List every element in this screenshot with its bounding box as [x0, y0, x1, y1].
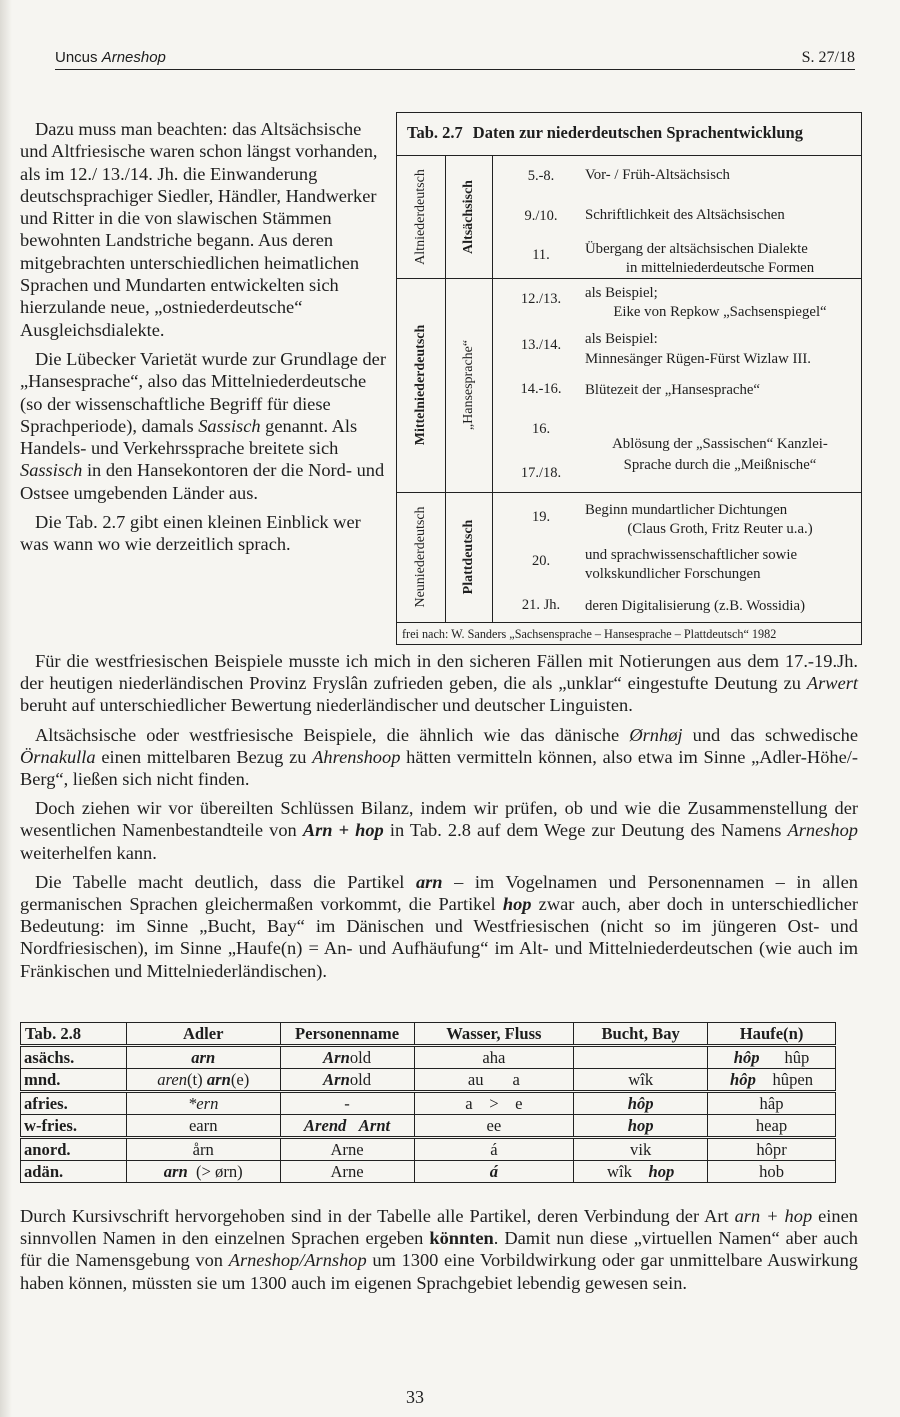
- event-text: Übergang der altsächsischen Dialekte: [585, 241, 808, 257]
- paragraph: Die Tab. 2.7 gibt einen kleinen Einblick wer was wann wo wie derzeitlich sprach.: [20, 512, 361, 555]
- year-cell: 16.: [531, 421, 551, 437]
- paragraph: Dazu muss man beachten: das Altsächsische und Altfriesische waren schon längst vorhanden, als im 12./ 13./14. Jh. die Einwanderung deutschsprachiger Siedler, Händler, Handwerker und Ritter in die von slawischen Stämmen bewohnten Landstriche begann. Aus deren mitgebrachten unterschiedlichen heimatlichen Sprachen und Mundarten entwickelten sich hierzulande neue, „ostniederdeutsche“ Ausgleichsdialekte.: [20, 119, 378, 340]
- year-cell: 12./13.: [520, 291, 562, 307]
- event-text: Sprache durch die „Meißnische“: [623, 457, 817, 473]
- rule: [397, 155, 861, 156]
- page-edge: [0, 0, 12, 1417]
- page-number: 33: [406, 1387, 424, 1407]
- main-text: [20, 650, 858, 982]
- rule: [445, 155, 446, 622]
- bottom-text: [20, 1205, 858, 1294]
- event-text: Schriftlichkeit des Altsächsischen: [585, 207, 785, 223]
- rule: [492, 155, 493, 622]
- paragraph: Die Lübecker Varietät wurde zur Grundlage der „Hansesprache“, also das Mittelniederdeutsche (so der wissenschaftliche Begriff für diese Sprachperiode), damals Sassisch genannt. Als Handels- und Verkehrssprache breitete sich Sassisch in den Hansekontoren der die Nord- und Ostsee umgebenden Länder aus.: [20, 348, 386, 503]
- table-row: afries. *ern - a > e hôp hâp: [21, 1092, 836, 1115]
- rule: [397, 492, 861, 493]
- event-text: als Beispiel;: [585, 285, 658, 301]
- event-text: volkskundlicher Forschungen: [585, 566, 761, 582]
- event-text: Minnesänger Rügen-Fürst Wizlaw III.: [585, 351, 811, 367]
- year-cell: 5.-8.: [527, 168, 555, 184]
- rule: [397, 278, 861, 279]
- year-cell: 21. Jh.: [521, 597, 561, 613]
- table-title: Tab. 2.7 Daten zur niederdeutschen Sprachentwicklung: [407, 123, 803, 142]
- header-page-ref: S. 27/18: [801, 49, 855, 66]
- table-row: adän. arn (> ørn) Arne á wîk hop hob: [21, 1161, 836, 1183]
- event-text: Vor- / Früh-Altsächsisch: [585, 167, 730, 183]
- year-cell: 11.: [532, 247, 550, 263]
- year-cell: 13./14.: [520, 337, 562, 353]
- table-row: w-fries. earn Arend Arnt ee hop heap: [21, 1115, 836, 1138]
- rule: [397, 622, 861, 623]
- table-label: Tab. 2.8: [21, 1023, 127, 1046]
- header-title: Uncus Arneshop: [55, 49, 166, 66]
- year-cell: 14.-16.: [520, 381, 562, 397]
- table-2-8: [20, 1022, 836, 1183]
- event-text: Eike von Repkow „Sachsenspiegel“: [613, 304, 827, 320]
- year-cell: 20.: [531, 553, 551, 569]
- column-header: Haufe(n): [708, 1023, 836, 1046]
- event-text: deren Digitalisierung (z.B. Wossidia): [585, 598, 806, 614]
- table-row: asächs. arn Arnold aha hôp hûp: [21, 1046, 836, 1069]
- event-text: (Claus Groth, Fritz Reuter u.a.): [627, 521, 813, 537]
- table-header-row: [21, 1023, 836, 1046]
- year-cell: 17./18.: [520, 465, 562, 481]
- event-text: als Beispiel:: [585, 331, 658, 347]
- table-row: mnd. aren(t) arn(e) Arnold au a wîk hôp hûpen: [21, 1069, 836, 1092]
- event-text: und sprachwissenschaftlicher sowie: [585, 547, 798, 563]
- column-header: Bucht, Bay: [574, 1023, 708, 1046]
- paragraph: Durch Kursivschrift hervorgehoben sind in der Tabelle alle Partikel, deren Verbindung der Art arn + hop einen sinnvollen Namen in den einzelnen Sprachen ergeben könnten. Damit nun diese „virtuellen Namen“ aber auch für die Namensgebung von Arneshop/Arnshop um 1300 eine Vorbildwirkung oder gar unmittelbare Auswirkung haben können, müssten sie um 1300 auch im eigenen Sprachgebiet lebendig gewesen sein.: [20, 1206, 858, 1293]
- paragraph: Die Tabelle macht deutlich, dass die Partikel arn – im Vogelnamen und Personennamen – in allen germanischen Sprachen gleichermaßen vorkommt, die Partikel hop zwar auch, aber doch in unterschiedlicher Bedeutung: im Sinne „Bucht, Bay“ im Dänischen und Westfriesischen (nicht so im jüngeren Ost- und Nordfriesischen), im Sinne „Haufe(n) = An- und Aufhäufung“ im Alt- und Mittelniederdeutschen (wie auch im Fränkischen und Mittelniederländischen).: [20, 871, 858, 981]
- column-header: Adler: [126, 1023, 280, 1046]
- event-text: in mittelniederdeutsche Formen: [625, 260, 815, 276]
- year-cell: 9./10.: [524, 208, 558, 224]
- paragraph: Doch ziehen wir vor übereilten Schlüssen Bilanz, indem wir prüfen, ob und wie die Zusammenstellung der wesentlichen Namenbestandteile von Arn + hop in Tab. 2.8 auf dem Wege zur Deutung des Namens Arneshop weiterhelfen kann.: [20, 798, 858, 863]
- paragraph: Altsächsische oder westfriesische Beispiele, die ähnlich wie das dänische Ørnhøj und das schwedische Örnakulla einen mittelbaren Bezug zu Ahrenshoop hätten vermitteln können, also etwa im Sinne „Adler-Höhe/-Berg“, ließen sich nicht finden.: [20, 724, 858, 790]
- event-text: Blütezeit der „Hansesprache“: [585, 382, 761, 398]
- table-source: frei nach: W. Sanders „Sachsensprache – Hansesprache – Plattdeutsch“ 1982: [402, 627, 777, 641]
- event-text: Beginn mundartlicher Dichtungen: [585, 502, 788, 518]
- event-text: Ablösung der „Sassischen“ Kanzlei-: [612, 436, 828, 452]
- paragraph: Für die westfriesischen Beispiele musste ich mich in den sicheren Fällen mit Notierungen aus dem 17.-19.Jh. der heutigen niederländischen Provinz Fryslân zufrieden geben, die als „unklar“ eingestufte Deutung zu Arwert beruht auf unterschiedlicher Bewertung niederländischer und deutscher Linguisten.: [20, 651, 858, 716]
- column-header: Personenname: [280, 1023, 414, 1046]
- left-column-text: [20, 118, 392, 556]
- year-cell: 19.: [531, 509, 551, 525]
- table-2-7: Tab. 2.7 Daten zur niederdeutschen Sprachentwicklung Altniederdeutsch Mittelniederdeutsch Neuniederdeutsch Altsächsisch „Hansesprache“ Plattdeutsch 5.-8. 9./10. 11. 12./13. 13./14. 14.-16. 16. 17./18. 19. 20. 21. Jh. Vor- / Früh-Altsächsisch Schriftlichkeit des Altsächsischen Übergang der altsächsischen Dialekte in mittelniederdeutsche Formen als Beispiel; Eike von Repkow „Sachsenspiegel“ als Beispiel: Minnesänger Rügen-Fürst Wizlaw III. Blütezeit der „Hansesprache“ Ablösung der „Sassischen“ Kanzlei- Sprache durch die „Meißnische“ Beginn mundartlicher Dichtungen (Claus Groth, Fritz Reuter u.a.) und sprachwissenschaftlicher sowie volkskundlicher Forschungen deren Digitalisierung (z.B. Wossidia) frei nach: W. Sanders „Sachsensprache – Hansesprache – Plattdeutsch“ 1982: [396, 112, 862, 645]
- column-header: Wasser, Fluss: [414, 1023, 574, 1046]
- running-header: [55, 45, 855, 70]
- table-row: anord. årn Arne á vik hôpr: [21, 1138, 836, 1161]
